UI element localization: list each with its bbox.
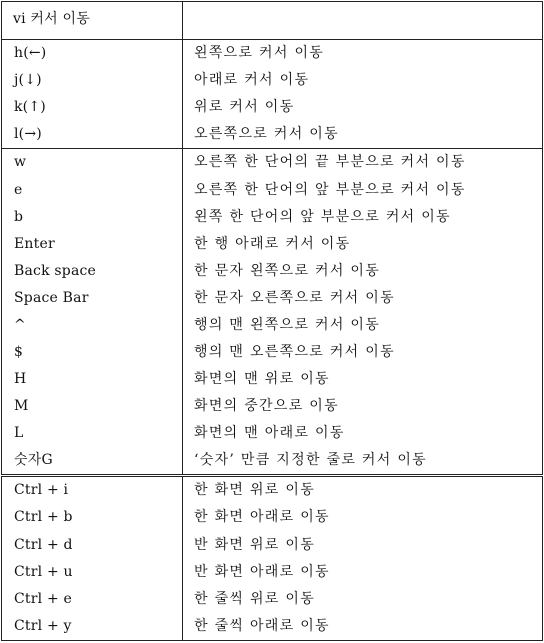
- description-cell: 반 화면 위로 이동: [183, 532, 543, 559]
- description-cell: 아래로 커서 이동: [183, 67, 543, 94]
- key-cell: $: [2, 339, 183, 366]
- description-cell: 한 화면 위로 이동: [183, 476, 543, 505]
- table-row: [2, 177, 543, 204]
- key-cell: l(→): [2, 121, 183, 149]
- table-header-row: [2, 2, 543, 40]
- description-cell: 반 화면 아래로 이동: [183, 559, 543, 586]
- key-cell: Ctrl + i: [2, 476, 183, 505]
- table-header-blank-cell: [183, 2, 543, 40]
- key-cell: w: [2, 149, 183, 177]
- description-cell: 위로 커서 이동: [183, 94, 543, 121]
- vi-cursor-table: [1, 1, 543, 641]
- table-row: [2, 67, 543, 94]
- description-cell: 한 문자 오른쪽으로 커서 이동: [183, 285, 543, 312]
- key-cell: Ctrl + u: [2, 559, 183, 586]
- table-row: [2, 504, 543, 531]
- key-cell: 숫자G: [2, 447, 183, 476]
- description-cell: 행의 맨 왼쪽으로 커서 이동: [183, 312, 543, 339]
- key-cell: H: [2, 366, 183, 393]
- key-cell: b: [2, 204, 183, 231]
- key-cell: Ctrl + d: [2, 532, 183, 559]
- description-cell: 오른쪽으로 커서 이동: [183, 121, 543, 149]
- table-row: [2, 586, 543, 613]
- key-cell: h(←): [2, 40, 183, 68]
- key-cell: k(↑): [2, 94, 183, 121]
- key-cell: Ctrl + b: [2, 504, 183, 531]
- description-cell: 한 줄씩 아래로 이동: [183, 613, 543, 641]
- table-row: [2, 258, 543, 285]
- table-row: [2, 94, 543, 121]
- table-row: [2, 366, 543, 393]
- table-row: [2, 393, 543, 420]
- table-row: [2, 339, 543, 366]
- key-cell: Ctrl + e: [2, 586, 183, 613]
- description-cell: 행의 맨 오른쪽으로 커서 이동: [183, 339, 543, 366]
- key-cell: j(↓): [2, 67, 183, 94]
- table-row: [2, 285, 543, 312]
- description-cell: 왼쪽 한 단어의 앞 부분으로 커서 이동: [183, 204, 543, 231]
- key-cell: Ctrl + y: [2, 613, 183, 641]
- table-row: [2, 40, 543, 68]
- table-row: [2, 447, 543, 476]
- table-title-cell: vi 커서 이동: [2, 2, 183, 40]
- description-cell: 화면의 중간으로 이동: [183, 393, 543, 420]
- key-cell: M: [2, 393, 183, 420]
- key-cell: Back space: [2, 258, 183, 285]
- key-cell: Enter: [2, 231, 183, 258]
- table-row: [2, 231, 543, 258]
- description-cell: ‘숫자’ 만큼 지정한 줄로 커서 이동: [183, 447, 543, 476]
- table-row: [2, 121, 543, 149]
- table-row: [2, 559, 543, 586]
- table-row: [2, 532, 543, 559]
- table-row: [2, 420, 543, 447]
- description-cell: 한 줄씩 위로 이동: [183, 586, 543, 613]
- description-cell: 한 행 아래로 커서 이동: [183, 231, 543, 258]
- table-row: [2, 476, 543, 505]
- table-row: [2, 613, 543, 641]
- key-cell: ^: [2, 312, 183, 339]
- key-cell: e: [2, 177, 183, 204]
- table-row: [2, 204, 543, 231]
- description-cell: 화면의 맨 아래로 이동: [183, 420, 543, 447]
- table-row: [2, 149, 543, 177]
- description-cell: 화면의 맨 위로 이동: [183, 366, 543, 393]
- description-cell: 왼쪽으로 커서 이동: [183, 40, 543, 68]
- description-cell: 한 화면 아래로 이동: [183, 504, 543, 531]
- description-cell: 오른쪽 한 단어의 끝 부분으로 커서 이동: [183, 149, 543, 177]
- description-cell: 한 문자 왼쪽으로 커서 이동: [183, 258, 543, 285]
- key-cell: Space Bar: [2, 285, 183, 312]
- description-cell: 오른쪽 한 단어의 앞 부분으로 커서 이동: [183, 177, 543, 204]
- key-cell: L: [2, 420, 183, 447]
- table-row: [2, 312, 543, 339]
